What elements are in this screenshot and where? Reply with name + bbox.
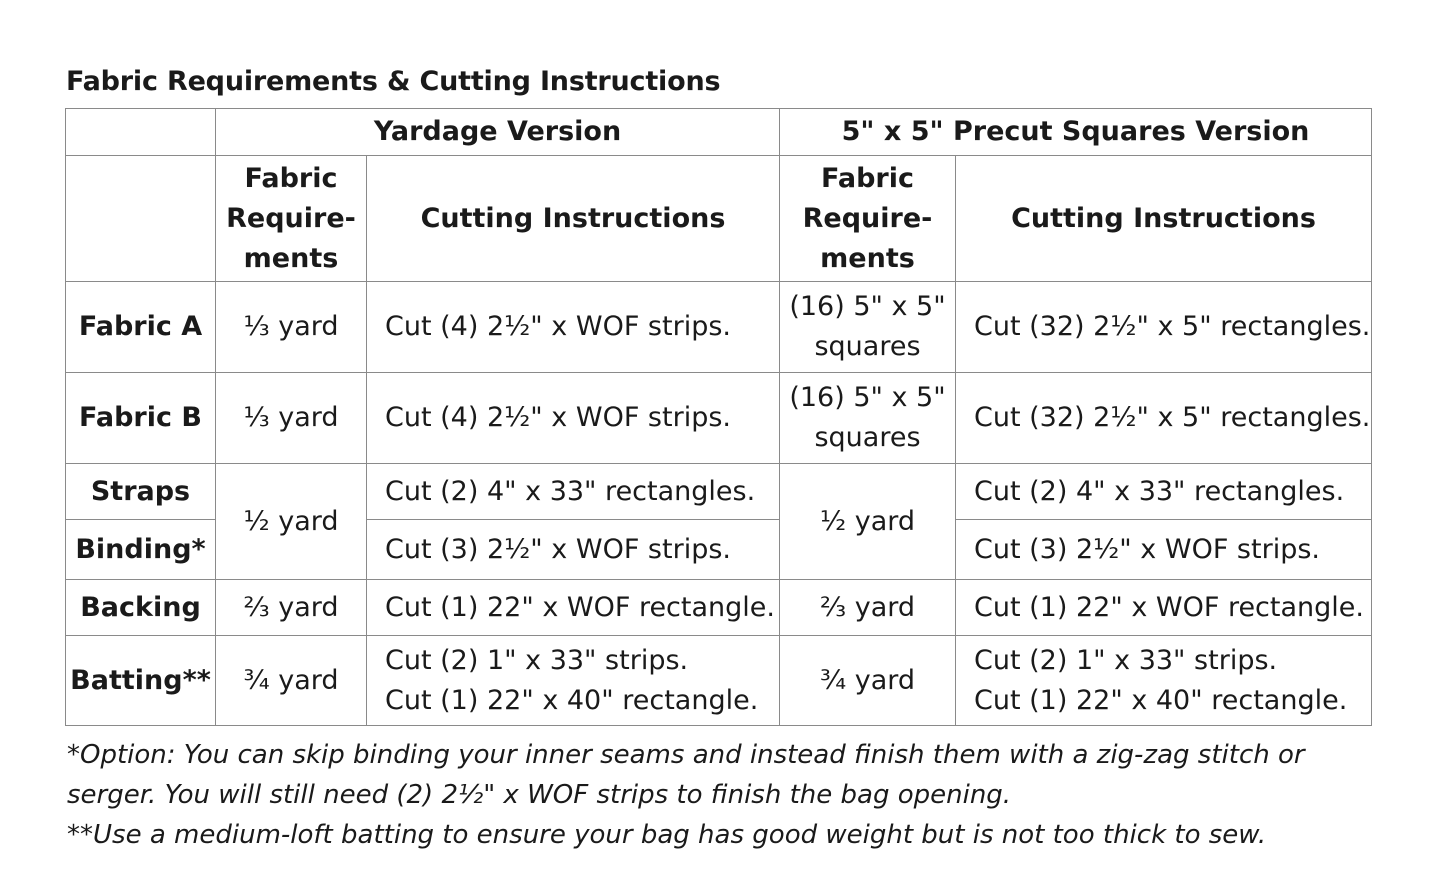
header-line: Fabric [244, 162, 338, 194]
header-line: ments [820, 242, 915, 274]
sub-header-row [66, 156, 1372, 282]
precut-requirement: ⅔ yard [780, 580, 956, 636]
yardage-requirement: ⅔ yard [216, 580, 367, 636]
precut-cutting-instructions-header: Cutting Instructions [956, 156, 1372, 282]
yardage-cutting-instructions-header: Cutting Instructions [367, 156, 780, 282]
cutting-instruction-line: Cut (2) 1" x 33" strips. [385, 644, 689, 676]
cutting-instruction-line: Cut (1) 22" x 40" rectangle. [385, 684, 759, 716]
footnote-binding-option-continued: serger. You will still need (2) 2½" x WOF strips to finish the bag opening. [67, 780, 1012, 810]
precut-requirement: ¾ yard [780, 636, 956, 726]
row-label-straps: Straps [66, 464, 216, 520]
precut-requirement [780, 282, 956, 373]
fabric-requirements-table [65, 108, 1372, 726]
precut-cutting-instruction: Cut (1) 22" x WOF rectangle. [956, 580, 1372, 636]
table-row-batting [66, 636, 1372, 726]
yardage-cutting-instruction: Cut (3) 2½" x WOF strips. [367, 520, 780, 580]
precut-cutting-instruction: Cut (32) 2½" x 5" rectangles. [956, 373, 1372, 464]
precut-cutting-instruction [956, 636, 1372, 726]
yardage-requirement: ¾ yard [216, 636, 367, 726]
precut-requirement [780, 373, 956, 464]
yardage-requirement: ⅓ yard [216, 282, 367, 373]
table-row-backing [66, 580, 1372, 636]
precut-requirement-line: (16) 5" x 5" [789, 291, 946, 322]
table-row-fabric-b [66, 373, 1372, 464]
corner-cell [66, 109, 216, 156]
corner-cell-lower [66, 156, 216, 282]
precut-version-header: 5" x 5" Precut Squares Version [780, 109, 1372, 156]
precut-cutting-instruction: Cut (3) 2½" x WOF strips. [956, 520, 1372, 580]
table-row-fabric-a [66, 282, 1372, 373]
precut-cutting-instruction: Cut (32) 2½" x 5" rectangles. [956, 282, 1372, 373]
yardage-cutting-instruction: Cut (1) 22" x WOF rectangle. [367, 580, 780, 636]
yardage-fabric-requirements-header [216, 156, 367, 282]
header-line: Require- [226, 202, 356, 234]
row-label-backing: Backing [66, 580, 216, 636]
row-label-fabric-b: Fabric B [66, 373, 216, 464]
group-header-row [66, 109, 1372, 156]
header-line: Require- [802, 202, 933, 234]
yardage-cutting-instruction: Cut (2) 4" x 33" rectangles. [367, 464, 780, 520]
header-line: ments [243, 242, 339, 274]
row-label-binding: Binding* [66, 520, 216, 580]
yardage-cutting-instruction [367, 636, 780, 726]
precut-cutting-instruction: Cut (2) 4" x 33" rectangles. [956, 464, 1372, 520]
precut-requirement-line: squares [814, 422, 921, 453]
yardage-cutting-instruction: Cut (4) 2½" x WOF strips. [367, 282, 780, 373]
page-title: Fabric Requirements & Cutting Instructions [66, 66, 721, 97]
yardage-requirement-shared: ½ yard [216, 464, 367, 580]
yardage-requirement: ⅓ yard [216, 373, 367, 464]
cutting-instruction-line: Cut (2) 1" x 33" strips. [974, 644, 1278, 676]
footnotes [67, 735, 1397, 855]
cutting-instruction-line: Cut (1) 22" x 40" rectangle. [974, 684, 1348, 716]
precut-requirement-shared: ½ yard [780, 464, 956, 580]
footnote-batting: **Use a medium-loft batting to ensure your bag has good weight but is not too thick to sew. [67, 820, 1267, 850]
row-label-batting: Batting** [66, 636, 216, 726]
header-line: Fabric [821, 162, 914, 194]
precut-requirement-line: squares [814, 331, 921, 362]
precut-requirement-line: (16) 5" x 5" [789, 382, 946, 413]
yardage-cutting-instruction: Cut (4) 2½" x WOF strips. [367, 373, 780, 464]
table-row-straps [66, 464, 1372, 520]
precut-fabric-requirements-header [780, 156, 956, 282]
footnote-binding-option: *Option: You can skip binding your inner seams and instead finish them with a zig-zag stitch or [67, 740, 1305, 770]
row-label-fabric-a: Fabric A [66, 282, 216, 373]
yardage-version-header: Yardage Version [216, 109, 780, 156]
